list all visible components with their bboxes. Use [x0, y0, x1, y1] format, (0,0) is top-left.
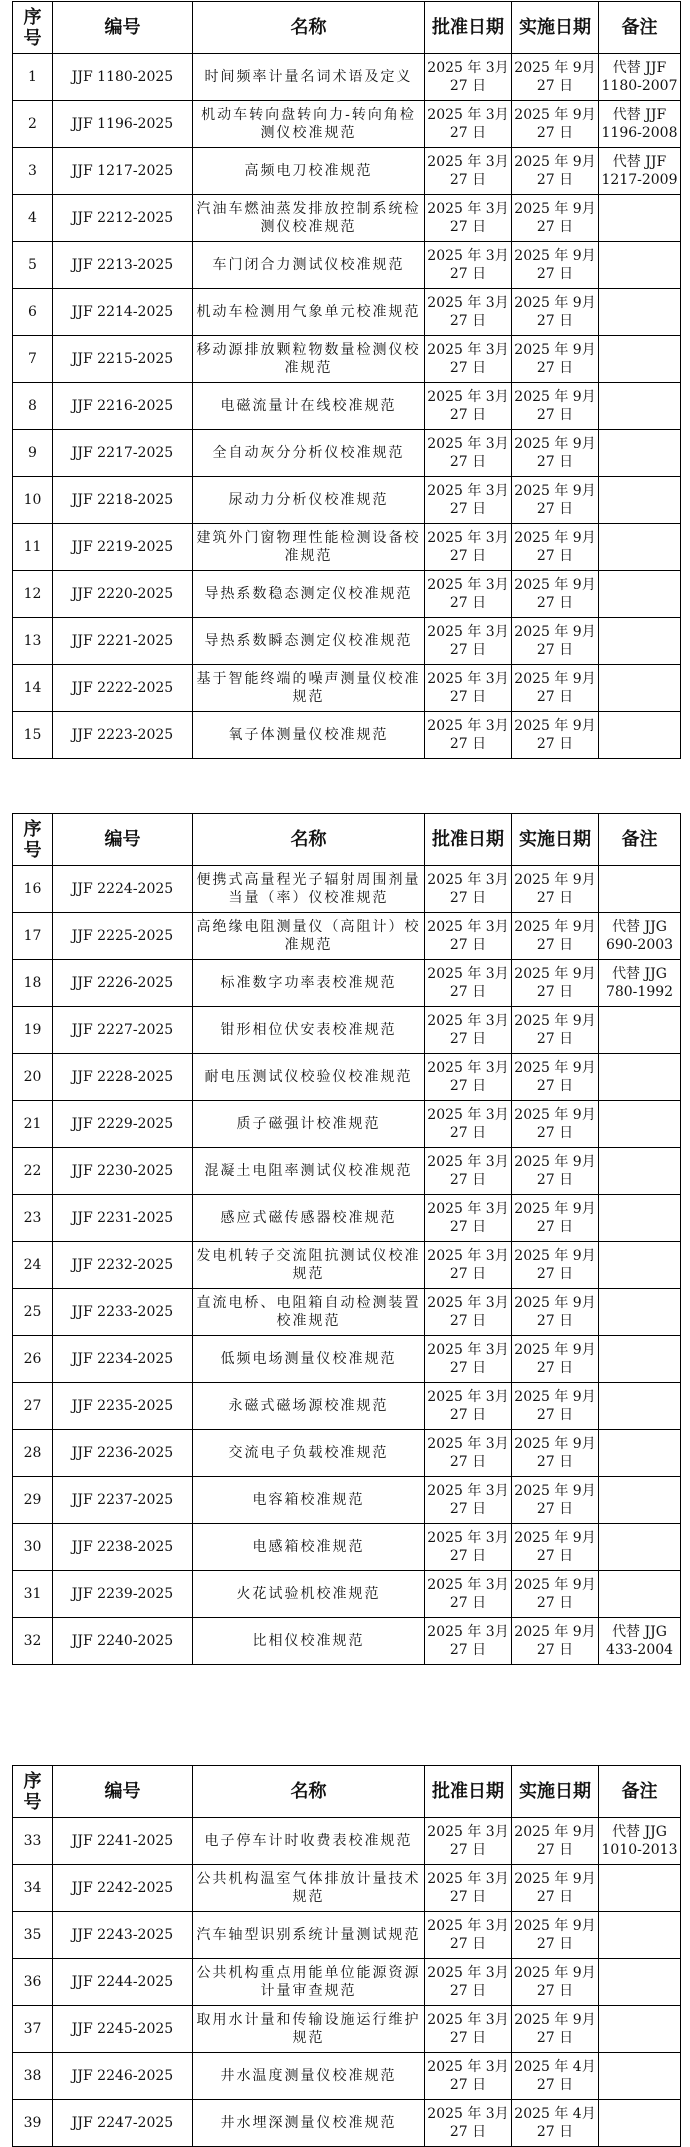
cell-no: 34: [13, 1865, 53, 1912]
cell-note: [599, 289, 681, 336]
cell-name: 电子停车计时收费表校准规范: [193, 1818, 425, 1865]
cell-no: 26: [13, 1336, 53, 1383]
header-name: 名称: [193, 1766, 425, 1818]
table-row: [13, 1571, 681, 1618]
table-row: [13, 712, 681, 759]
table-row: [13, 148, 681, 195]
cell-no: 30: [13, 1524, 53, 1571]
cell-effective: 2025 年 9月27 日: [512, 1101, 599, 1148]
cell-code: JJF 2220-2025: [53, 571, 193, 618]
cell-approved: 2025 年 3月27 日: [425, 242, 512, 289]
cell-approved: 2025 年 3月27 日: [425, 477, 512, 524]
cell-note: [599, 1242, 681, 1289]
cell-effective: 2025 年 4月27 日: [512, 2053, 599, 2100]
cell-no: 13: [13, 618, 53, 665]
cell-effective: 2025 年 9月27 日: [512, 1912, 599, 1959]
cell-effective: 2025 年 9月27 日: [512, 148, 599, 195]
cell-effective: 2025 年 9月27 日: [512, 1818, 599, 1865]
cell-note: [599, 571, 681, 618]
cell-effective: 2025 年 9月27 日: [512, 1289, 599, 1336]
cell-no: 23: [13, 1195, 53, 1242]
table-row: [13, 2053, 681, 2100]
table-row: [13, 1148, 681, 1195]
cell-no: 2: [13, 101, 53, 148]
cell-approved: 2025 年 3月27 日: [425, 1101, 512, 1148]
cell-code: JJF 2239-2025: [53, 1571, 193, 1618]
table-row: [13, 1959, 681, 2006]
cell-name: 发电机转子交流阻抗测试仪校准规范: [193, 1242, 425, 1289]
cell-code: JJF 2219-2025: [53, 524, 193, 571]
cell-effective: 2025 年 9月27 日: [512, 960, 599, 1007]
cell-effective: 2025 年 9月27 日: [512, 571, 599, 618]
cell-effective: 2025 年 9月27 日: [512, 1959, 599, 2006]
table-row: [13, 1289, 681, 1336]
cell-approved: 2025 年 3月27 日: [425, 1242, 512, 1289]
cell-approved: 2025 年 3月27 日: [425, 1007, 512, 1054]
cell-no: 16: [13, 866, 53, 913]
header-effective: 实施日期: [512, 1766, 599, 1818]
cell-effective: 2025 年 9月27 日: [512, 665, 599, 712]
cell-note: [599, 1054, 681, 1101]
cell-approved: 2025 年 3月27 日: [425, 1148, 512, 1195]
cell-approved: 2025 年 3月27 日: [425, 1571, 512, 1618]
cell-no: 28: [13, 1430, 53, 1477]
cell-code: JJF 2227-2025: [53, 1007, 193, 1054]
table-row: [13, 866, 681, 913]
table-row: [13, 1101, 681, 1148]
header-approved: 批准日期: [425, 1766, 512, 1818]
cell-approved: 2025 年 3月27 日: [425, 2053, 512, 2100]
cell-code: JJF 2244-2025: [53, 1959, 193, 2006]
cell-note: 代替 JJF 1196-2008: [599, 101, 681, 148]
cell-note: 代替 JJF 1180-2007: [599, 54, 681, 101]
cell-note: [599, 618, 681, 665]
table-header-row: [13, 2, 681, 54]
table-row: [13, 1054, 681, 1101]
table-row: [13, 54, 681, 101]
cell-effective: 2025 年 9月27 日: [512, 1336, 599, 1383]
cell-note: [599, 383, 681, 430]
cell-approved: 2025 年 3月27 日: [425, 665, 512, 712]
cell-code: JJF 2235-2025: [53, 1383, 193, 1430]
cell-note: [599, 1383, 681, 1430]
header-code: 编号: [53, 1766, 193, 1818]
cell-name: 耐电压测试仪校验仪校准规范: [193, 1054, 425, 1101]
cell-effective: 2025 年 9月 27 日: [512, 866, 599, 913]
cell-no: 15: [13, 712, 53, 759]
cell-no: 19: [13, 1007, 53, 1054]
cell-note: [599, 195, 681, 242]
cell-no: 27: [13, 1383, 53, 1430]
cell-name: 时间频率计量名词术语及定义: [193, 54, 425, 101]
cell-no: 31: [13, 1571, 53, 1618]
cell-name: 电容箱校准规范: [193, 1477, 425, 1524]
header-name: 名称: [193, 814, 425, 866]
cell-approved: 2025 年 3月27 日: [425, 913, 512, 960]
cell-note: [599, 1195, 681, 1242]
cell-no: 36: [13, 1959, 53, 2006]
header-note: 备注: [599, 1766, 681, 1818]
table-row: [13, 336, 681, 383]
cell-name: 公共机构温室气体排放计量技术规范: [193, 1865, 425, 1912]
cell-note: [599, 712, 681, 759]
cell-approved: 2025 年 3月27 日: [425, 1195, 512, 1242]
table-row: [13, 571, 681, 618]
cell-approved: 2025 年 3月27 日: [425, 289, 512, 336]
cell-code: JJF 2246-2025: [53, 2053, 193, 2100]
cell-name: 质子磁强计校准规范: [193, 1101, 425, 1148]
cell-name: 比相仪校准规范: [193, 1618, 425, 1665]
cell-code: JJF 2223-2025: [53, 712, 193, 759]
cell-approved: 2025 年 3月27 日: [425, 2100, 512, 2147]
cell-no: 39: [13, 2100, 53, 2147]
cell-name: 氧子体测量仪校准规范: [193, 712, 425, 759]
cell-name: 导热系数瞬态测定仪校准规范: [193, 618, 425, 665]
table-row: [13, 618, 681, 665]
cell-no: 9: [13, 430, 53, 477]
cell-name: 高频电刀校准规范: [193, 148, 425, 195]
cell-name: 井水温度测量仪校准规范: [193, 2053, 425, 2100]
cell-name: 电磁流量计在线校准规范: [193, 383, 425, 430]
cell-effective: 2025 年 9月27 日: [512, 1571, 599, 1618]
cell-approved: 2025 年 3月27 日: [425, 148, 512, 195]
table-header-row: [13, 814, 681, 866]
cell-effective: 2025 年 9月27 日: [512, 524, 599, 571]
cell-no: 6: [13, 289, 53, 336]
cell-note: [599, 1959, 681, 2006]
cell-effective: 2025 年 9月27 日: [512, 101, 599, 148]
cell-code: JJF 2240-2025: [53, 1618, 193, 1665]
cell-code: JJF 2236-2025: [53, 1430, 193, 1477]
cell-effective: 2025 年 9月27 日: [512, 712, 599, 759]
cell-note: [599, 1148, 681, 1195]
cell-approved: 2025 年 3月27 日: [425, 1054, 512, 1101]
cell-no: 10: [13, 477, 53, 524]
cell-note: [599, 1524, 681, 1571]
cell-note: [599, 430, 681, 477]
cell-code: JJF 2212-2025: [53, 195, 193, 242]
header-effective: 实施日期: [512, 2, 599, 54]
table-row: [13, 1477, 681, 1524]
table-row: [13, 1818, 681, 1865]
cell-name: 汽车轴型识别系统计量测试规范: [193, 1912, 425, 1959]
cell-no: 37: [13, 2006, 53, 2053]
cell-note: [599, 1336, 681, 1383]
cell-code: JJF 2247-2025: [53, 2100, 193, 2147]
cell-name: 混凝土电阻率测试仪校准规范: [193, 1148, 425, 1195]
cell-code: JJF 2242-2025: [53, 1865, 193, 1912]
cell-no: 22: [13, 1148, 53, 1195]
header-no: 序号: [13, 814, 53, 866]
cell-approved: 2025 年 3月27 日: [425, 1912, 512, 1959]
cell-name: 交流电子负载校准规范: [193, 1430, 425, 1477]
cell-no: 11: [13, 524, 53, 571]
cell-note: [599, 1571, 681, 1618]
cell-name: 感应式磁传感器校准规范: [193, 1195, 425, 1242]
cell-name: 机动车检测用气象单元校准规范: [193, 289, 425, 336]
cell-effective: 2025 年 9月27 日: [512, 618, 599, 665]
table-row: [13, 430, 681, 477]
table-row: [13, 2006, 681, 2053]
cell-approved: 2025 年 3月27 日: [425, 1524, 512, 1571]
cell-note: [599, 866, 681, 913]
standards-table-2: [12, 813, 681, 1665]
standards-table-3: [12, 1765, 681, 2147]
cell-no: 25: [13, 1289, 53, 1336]
cell-name: 车门闭合力测试仪校准规范: [193, 242, 425, 289]
cell-no: 7: [13, 336, 53, 383]
cell-name: 机动车转向盘转向力-转向角检测仪校准规范: [193, 101, 425, 148]
cell-effective: 2025 年 9月27 日: [512, 1430, 599, 1477]
cell-code: JJF 2241-2025: [53, 1818, 193, 1865]
table-row: [13, 195, 681, 242]
cell-note: 代替 JJG 780-1992: [599, 960, 681, 1007]
cell-name: 高绝缘电阻测量仪（高阻计）校准规范: [193, 913, 425, 960]
cell-effective: 2025 年 9月27 日: [512, 383, 599, 430]
cell-effective: 2025 年 9月27 日: [512, 242, 599, 289]
cell-no: 33: [13, 1818, 53, 1865]
table-row: [13, 1336, 681, 1383]
cell-code: JJF 2234-2025: [53, 1336, 193, 1383]
cell-approved: 2025 年 3月27 日: [425, 1289, 512, 1336]
cell-no: 18: [13, 960, 53, 1007]
cell-name: 基于智能终端的噪声测量仪校准规范: [193, 665, 425, 712]
cell-approved: 2025 年 3月27 日: [425, 336, 512, 383]
table-row: [13, 383, 681, 430]
cell-code: JJF 2228-2025: [53, 1054, 193, 1101]
header-no: 序号: [13, 1766, 53, 1818]
table-row: [13, 1242, 681, 1289]
cell-effective: 2025 年 9月27 日: [512, 1865, 599, 1912]
table-row: [13, 913, 681, 960]
cell-approved: 2025 年 3月27 日: [425, 2006, 512, 2053]
cell-approved: 2025 年 3月27 日: [425, 1818, 512, 1865]
cell-code: JJF 2226-2025: [53, 960, 193, 1007]
cell-code: JJF 2231-2025: [53, 1195, 193, 1242]
cell-approved: 2025 年 3月27 日: [425, 54, 512, 101]
cell-approved: 2025 年 3月27 日: [425, 1430, 512, 1477]
cell-note: 代替 JJF 1217-2009: [599, 148, 681, 195]
cell-code: JJF 2229-2025: [53, 1101, 193, 1148]
cell-code: JJF 2221-2025: [53, 618, 193, 665]
table-row: [13, 665, 681, 712]
cell-effective: 2025 年 9月27 日: [512, 1054, 599, 1101]
cell-note: 代替 JJG 433-2004: [599, 1618, 681, 1665]
table-header-row: [13, 1766, 681, 1818]
table-row: [13, 1007, 681, 1054]
cell-code: JJF 2218-2025: [53, 477, 193, 524]
cell-approved: 2025 年 3月27 日: [425, 101, 512, 148]
cell-name: 尿动力分析仪校准规范: [193, 477, 425, 524]
cell-effective: 2025 年 9月27 日: [512, 430, 599, 477]
cell-name: 低频电场测量仪校准规范: [193, 1336, 425, 1383]
header-approved: 批准日期: [425, 2, 512, 54]
cell-effective: 2025 年 9月27 日: [512, 477, 599, 524]
cell-approved: 2025 年 3月27 日: [425, 618, 512, 665]
cell-code: JJF 2215-2025: [53, 336, 193, 383]
cell-code: JJF 2245-2025: [53, 2006, 193, 2053]
cell-approved: 2025 年 3月27 日: [425, 571, 512, 618]
header-code: 编号: [53, 2, 193, 54]
cell-name: 电感箱校准规范: [193, 1524, 425, 1571]
cell-no: 35: [13, 1912, 53, 1959]
cell-effective: 2025 年 9月27 日: [512, 54, 599, 101]
cell-approved: 2025 年 3月27 日: [425, 1959, 512, 2006]
header-effective: 实施日期: [512, 814, 599, 866]
cell-code: JJF 2217-2025: [53, 430, 193, 477]
table-row: [13, 289, 681, 336]
cell-no: 17: [13, 913, 53, 960]
cell-approved: 2025 年 3月27 日: [425, 383, 512, 430]
cell-no: 4: [13, 195, 53, 242]
cell-effective: 2025 年 9月27 日: [512, 1242, 599, 1289]
cell-code: JJF 2232-2025: [53, 1242, 193, 1289]
cell-effective: 2025 年 9月27 日: [512, 1148, 599, 1195]
cell-note: [599, 665, 681, 712]
cell-effective: 2025 年 9月27 日: [512, 2006, 599, 2053]
cell-effective: 2025 年 9月27 日: [512, 1477, 599, 1524]
cell-approved: 2025 年 3月27 日: [425, 1477, 512, 1524]
cell-note: 代替 JJG 1010-2013: [599, 1818, 681, 1865]
header-no: 序号: [13, 2, 53, 54]
table-row: [13, 960, 681, 1007]
cell-effective: 2025 年 9月27 日: [512, 195, 599, 242]
cell-code: JJF 1196-2025: [53, 101, 193, 148]
cell-note: [599, 1007, 681, 1054]
cell-code: JJF 2224-2025: [53, 866, 193, 913]
table-row: [13, 1383, 681, 1430]
cell-approved: 2025 年 3月27 日: [425, 1865, 512, 1912]
cell-code: JJF 1180-2025: [53, 54, 193, 101]
cell-note: [599, 242, 681, 289]
cell-name: 标准数字功率表校准规范: [193, 960, 425, 1007]
header-name: 名称: [193, 2, 425, 54]
table-row: [13, 1912, 681, 1959]
cell-note: [599, 2006, 681, 2053]
cell-approved: 2025 年 3月27 日: [425, 1336, 512, 1383]
cell-approved: 2025 年 3月27 日: [425, 524, 512, 571]
cell-approved: 2025 年 3月27 日: [425, 1618, 512, 1665]
table-row: [13, 1618, 681, 1665]
cell-note: [599, 524, 681, 571]
cell-effective: 2025 年 9月27 日: [512, 1195, 599, 1242]
cell-code: JJF 1217-2025: [53, 148, 193, 195]
table-row: [13, 1195, 681, 1242]
cell-name: 建筑外门窗物理性能检测设备校准规范: [193, 524, 425, 571]
cell-note: [599, 477, 681, 524]
cell-note: 代替 JJG 690-2003: [599, 913, 681, 960]
table-row: [13, 1865, 681, 1912]
cell-no: 5: [13, 242, 53, 289]
cell-name: 直流电桥、电阻箱自动检测装置校准规范: [193, 1289, 425, 1336]
cell-no: 3: [13, 148, 53, 195]
cell-code: JJF 2213-2025: [53, 242, 193, 289]
table-row: [13, 524, 681, 571]
standards-table-1: [12, 1, 681, 759]
cell-note: [599, 1289, 681, 1336]
cell-code: JJF 2233-2025: [53, 1289, 193, 1336]
cell-no: 21: [13, 1101, 53, 1148]
cell-no: 20: [13, 1054, 53, 1101]
cell-effective: 2025 年 9月27 日: [512, 1524, 599, 1571]
cell-code: JJF 2216-2025: [53, 383, 193, 430]
cell-code: JJF 2243-2025: [53, 1912, 193, 1959]
table-row: [13, 1524, 681, 1571]
cell-effective: 2025 年 9月27 日: [512, 1007, 599, 1054]
table-row: [13, 1430, 681, 1477]
cell-note: [599, 1477, 681, 1524]
cell-code: JJF 2230-2025: [53, 1148, 193, 1195]
cell-effective: 2025 年 9月27 日: [512, 1383, 599, 1430]
cell-code: JJF 2238-2025: [53, 1524, 193, 1571]
cell-effective: 2025 年 9月27 日: [512, 336, 599, 383]
cell-note: [599, 336, 681, 383]
table-row: [13, 2100, 681, 2147]
cell-note: [599, 1912, 681, 1959]
cell-no: 24: [13, 1242, 53, 1289]
cell-name: 钳形相位伏安表校准规范: [193, 1007, 425, 1054]
cell-no: 1: [13, 54, 53, 101]
cell-approved: 2025 年 3月27 日: [425, 866, 512, 913]
cell-note: [599, 2053, 681, 2100]
cell-name: 取用水计量和传输设施运行维护规范: [193, 2006, 425, 2053]
cell-name: 永磁式磁场源校准规范: [193, 1383, 425, 1430]
cell-approved: 2025 年 3月27 日: [425, 430, 512, 477]
cell-no: 29: [13, 1477, 53, 1524]
header-note: 备注: [599, 814, 681, 866]
header-code: 编号: [53, 814, 193, 866]
cell-code: JJF 2214-2025: [53, 289, 193, 336]
cell-name: 导热系数稳态测定仪校准规范: [193, 571, 425, 618]
cell-code: JJF 2222-2025: [53, 665, 193, 712]
cell-no: 12: [13, 571, 53, 618]
cell-effective: 2025 年 9月 27 日: [512, 913, 599, 960]
cell-note: [599, 1865, 681, 1912]
cell-no: 32: [13, 1618, 53, 1665]
cell-name: 全自动灰分分析仪校准规范: [193, 430, 425, 477]
cell-name: 公共机构重点用能单位能源资源计量审查规范: [193, 1959, 425, 2006]
cell-name: 汽油车燃油蒸发排放控制系统检测仪校准规范: [193, 195, 425, 242]
header-approved: 批准日期: [425, 814, 512, 866]
cell-name: 井水埋深测量仪校准规范: [193, 2100, 425, 2147]
cell-effective: 2025 年 4月27 日: [512, 2100, 599, 2147]
cell-code: JJF 2225-2025: [53, 913, 193, 960]
cell-note: [599, 1101, 681, 1148]
cell-name: 移动源排放颗粒物数量检测仪校准规范: [193, 336, 425, 383]
cell-effective: 2025 年 9月27 日: [512, 1618, 599, 1665]
table-row: [13, 101, 681, 148]
cell-no: 14: [13, 665, 53, 712]
cell-code: JJF 2237-2025: [53, 1477, 193, 1524]
cell-effective: 2025 年 9月27 日: [512, 289, 599, 336]
cell-approved: 2025 年 3月27 日: [425, 195, 512, 242]
cell-approved: 2025 年 3月27 日: [425, 960, 512, 1007]
header-note: 备注: [599, 2, 681, 54]
cell-note: [599, 2100, 681, 2147]
cell-note: [599, 1430, 681, 1477]
cell-no: 8: [13, 383, 53, 430]
cell-name: 火花试验机校准规范: [193, 1571, 425, 1618]
cell-approved: 2025 年 3月27 日: [425, 712, 512, 759]
cell-approved: 2025 年 3月27 日: [425, 1383, 512, 1430]
cell-name: 便携式高量程光子辐射周围剂量当量（率）仪校准规范: [193, 866, 425, 913]
table-row: [13, 477, 681, 524]
cell-no: 38: [13, 2053, 53, 2100]
table-row: [13, 242, 681, 289]
